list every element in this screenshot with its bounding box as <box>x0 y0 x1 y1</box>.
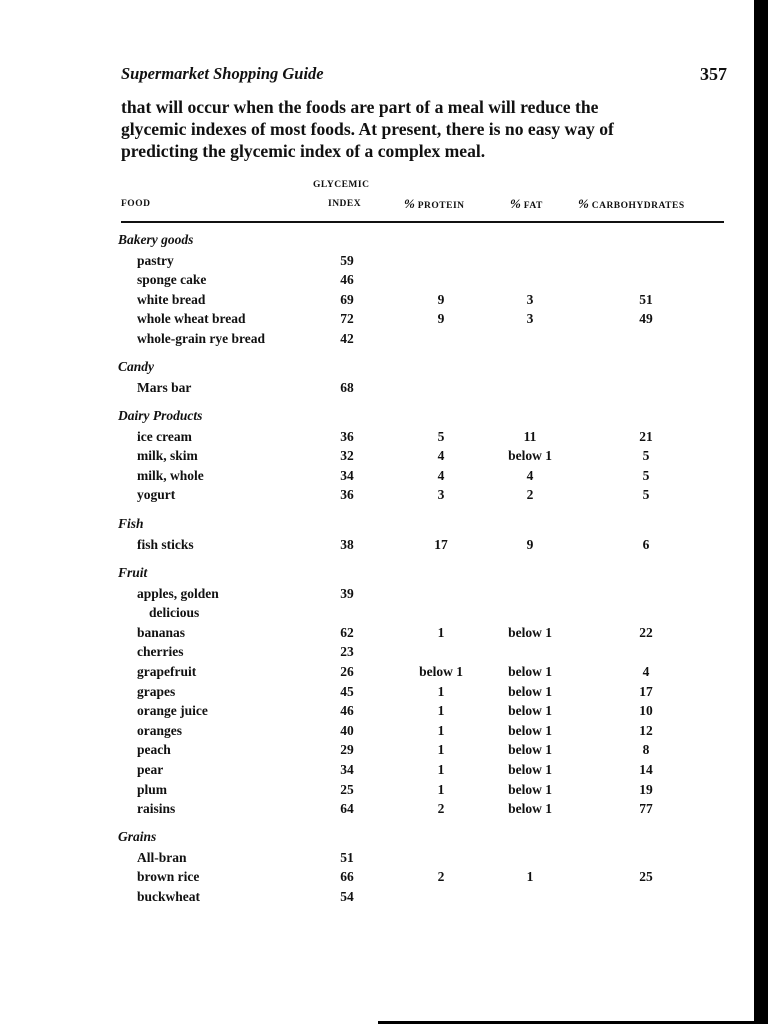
food-name: apples, golden <box>137 585 219 601</box>
glycemic-index-value: 36 <box>340 428 354 444</box>
protein-value: 9 <box>437 291 445 307</box>
glycemic-index-value: 45 <box>340 683 354 699</box>
carbohydrates-value: 77 <box>639 801 653 817</box>
food-name: grapefruit <box>137 664 197 679</box>
food-name: oranges <box>137 722 182 738</box>
protein-value: 1 <box>437 703 445 719</box>
category-heading: Fruit <box>118 565 148 580</box>
fat-value: below 1 <box>508 683 552 699</box>
carbohydrates-value: 51 <box>639 291 653 307</box>
fat-value: below 1 <box>508 742 552 758</box>
fat-value: below 1 <box>508 781 552 797</box>
fat-value: below 1 <box>508 801 552 817</box>
percent-sign: % <box>404 196 415 211</box>
intro-line: glycemic indexes of most foods. At present, there is no easy way of <box>121 119 614 139</box>
carbohydrates-value: 5 <box>642 467 650 483</box>
protein-value: 1 <box>437 762 445 777</box>
food-name: Mars bar <box>137 379 192 395</box>
carbohydrates-value: 22 <box>639 624 653 640</box>
page-number: 357 <box>700 64 727 84</box>
food-name: bananas <box>137 624 186 640</box>
glycemic-index-value: 68 <box>340 379 354 395</box>
carbohydrates-value: 17 <box>639 683 653 699</box>
food-name: pear <box>137 762 164 777</box>
protein-value: 17 <box>434 536 448 552</box>
food-name: raisins <box>137 801 176 817</box>
carbohydrates-value: 10 <box>639 703 653 719</box>
col-header-carbohydrates-label: CARBOHYDRATES <box>591 201 685 211</box>
glycemic-index-value: 36 <box>340 487 354 503</box>
carbohydrates-value: 5 <box>642 487 650 503</box>
carbohydrates-value: 8 <box>642 742 650 758</box>
running-head-title: Supermarket Shopping Guide <box>121 64 324 83</box>
fat-value: 11 <box>523 428 537 444</box>
carbohydrates-value: 49 <box>639 311 653 327</box>
glycemic-index-value: 40 <box>340 722 354 738</box>
col-header-protein-label: PROTEIN <box>417 201 465 211</box>
glycemic-index-value: 51 <box>340 849 354 865</box>
glycemic-index-value: 39 <box>340 585 354 601</box>
glycemic-index-value: 34 <box>340 762 354 777</box>
percent-sign: % <box>578 196 589 211</box>
fat-value: below 1 <box>508 448 552 464</box>
carbohydrates-value: 4 <box>642 664 650 679</box>
col-header-food: FOOD <box>121 199 151 209</box>
fat-value: 1 <box>526 869 534 885</box>
intro-line: predicting the glycemic index of a complex meal. <box>121 141 486 161</box>
glycemic-index-value: 34 <box>340 467 354 483</box>
glycemic-index-value: 32 <box>340 448 354 464</box>
glycemic-index-value: 46 <box>340 272 354 288</box>
glycemic-index-value: 66 <box>340 869 354 885</box>
carbohydrates-value: 6 <box>642 536 650 552</box>
glycemic-index-value: 72 <box>340 311 354 327</box>
glycemic-index-value: 23 <box>340 644 354 660</box>
category-heading: Dairy Products <box>118 408 203 423</box>
glycemic-index-value: 46 <box>340 703 354 719</box>
fat-value: 3 <box>526 311 534 327</box>
protein-value: 4 <box>437 448 445 464</box>
glycemic-index-value: 54 <box>340 888 354 904</box>
fat-value: 2 <box>526 487 534 503</box>
protein-value: 3 <box>437 487 445 503</box>
fat-value: 3 <box>526 291 534 307</box>
food-name: plum <box>137 781 168 797</box>
percent-sign: % <box>510 196 521 211</box>
food-name: white bread <box>137 291 206 307</box>
fat-value: below 1 <box>508 703 552 719</box>
fat-value: 9 <box>526 536 534 552</box>
glycemic-index-value: 59 <box>340 252 354 268</box>
carbohydrates-value: 14 <box>639 762 653 777</box>
food-name: cherries <box>137 644 184 660</box>
category-heading: Grains <box>118 829 157 844</box>
category-heading: Fish <box>118 516 144 531</box>
protein-value: 1 <box>437 683 445 699</box>
fat-value: below 1 <box>508 722 552 738</box>
food-name: fish sticks <box>137 536 194 552</box>
food-name: brown rice <box>137 869 200 885</box>
food-name: milk, whole <box>137 467 204 483</box>
col-header-glycemic-2: INDEX <box>328 199 362 209</box>
glycemic-index-value: 29 <box>340 742 354 758</box>
food-name: orange juice <box>137 703 208 719</box>
fat-value: 4 <box>526 467 534 483</box>
food-name: ice cream <box>137 428 192 444</box>
food-name: grapes <box>137 683 176 699</box>
food-name: yogurt <box>137 487 176 503</box>
food-name: whole-grain rye bread <box>137 331 265 346</box>
food-name: whole wheat bread <box>137 311 246 327</box>
col-header-glycemic-1: GLYCEMIC <box>313 180 370 190</box>
protein-value: below 1 <box>419 664 463 679</box>
protein-value: 2 <box>437 869 445 885</box>
intro-line: that will occur when the foods are part of a meal will reduce the <box>121 97 599 117</box>
food-name: buckwheat <box>137 888 201 904</box>
protein-value: 2 <box>437 801 445 817</box>
protein-value: 5 <box>437 428 445 444</box>
protein-value: 9 <box>437 311 445 327</box>
fat-value: below 1 <box>508 624 552 640</box>
carbohydrates-value: 12 <box>639 722 653 738</box>
food-name: sponge cake <box>137 272 207 288</box>
glycemic-index-value: 26 <box>340 664 354 679</box>
glycemic-index-value: 64 <box>340 801 354 817</box>
food-name-continued: delicious <box>149 605 200 621</box>
carbohydrates-value: 19 <box>639 781 653 797</box>
col-header-fat-label: FAT <box>523 201 543 211</box>
category-heading: Bakery goods <box>118 232 194 247</box>
carbohydrates-value: 5 <box>642 448 650 464</box>
fat-value: below 1 <box>508 762 552 777</box>
food-name: pastry <box>137 252 174 268</box>
glycemic-index-value: 69 <box>340 291 354 307</box>
fat-value: below 1 <box>508 664 552 679</box>
protein-value: 1 <box>437 624 445 640</box>
glycemic-index-value: 42 <box>340 331 354 346</box>
carbohydrates-value: 25 <box>639 869 653 885</box>
protein-value: 1 <box>437 742 445 758</box>
food-name: All-bran <box>137 849 187 865</box>
food-name: peach <box>137 742 171 758</box>
glycemic-index-value: 25 <box>340 781 354 797</box>
glycemic-index-value: 38 <box>340 536 354 552</box>
protein-value: 1 <box>437 722 445 738</box>
carbohydrates-value: 21 <box>639 428 653 444</box>
food-name: milk, skim <box>137 448 198 464</box>
protein-value: 1 <box>437 781 445 797</box>
protein-value: 4 <box>437 467 445 483</box>
category-heading: Candy <box>118 359 155 374</box>
glycemic-index-value: 62 <box>340 624 354 640</box>
